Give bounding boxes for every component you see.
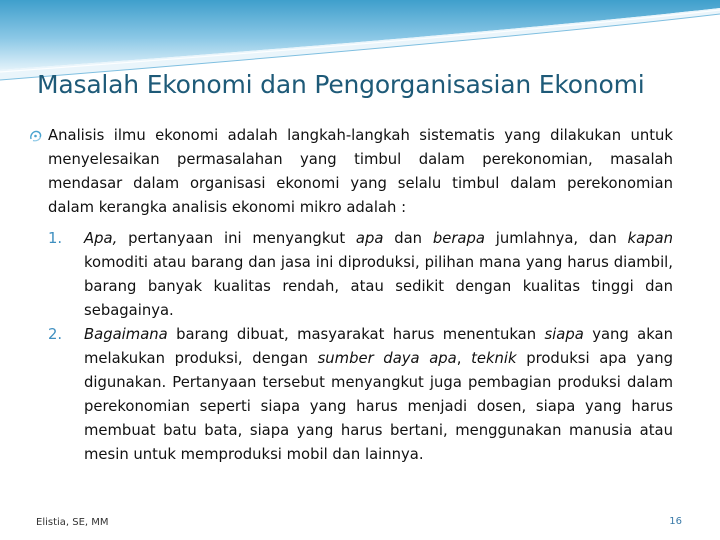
italic-term: Bagaimana [84,326,168,343]
intro-bullet [28,124,673,220]
swirl-bullet-icon [29,129,43,143]
italic-term: berapa [432,230,485,247]
italic-term: Apa, [84,230,118,247]
list-number: 1. [48,230,63,247]
italic-term: kapan [627,230,673,247]
italic-term: teknik [471,350,517,367]
intro-text: Analisis ilmu ekonomi adalah langkah-langkah sistematis yang dilakukan untuk menyelesaikan permasalahan yang timbul dalam perekonomian, masalah mendasar dalam organisasi ekonomi yang selalu timbul dalam perekonomian dalam kerangka analisis ekonomi mikro adalah : [48,127,673,216]
italic-term: siapa [544,326,584,343]
list-text: produksi apa yang digunakan. Pertanyaan tersebut menyangkut juga pembagian produksi dalam perekonomian seperti siapa yang harus menjadi dosen, siapa yang harus membuat batu bata, siapa yang harus bertani, menggunakan manusia atau mesin untuk memproduksi mobil dan lainnya. [84,350,673,463]
footer-author: Elistia, SE, MM [36,517,109,528]
list-text: dan [383,230,433,247]
list-text: yang akan melakukan produksi, dengan [84,326,673,367]
italic-term: apa [355,230,384,247]
italic-term: sumber daya apa [317,350,457,367]
slide-title: Masalah Ekonomi dan Pengorganisasian Ekonomi [37,70,645,99]
list-item [28,323,673,467]
numbered-list [28,227,673,467]
list-text: barang dibuat, masyarakat harus menentukan [167,326,545,343]
list-text: , [456,350,472,367]
list-text: pertanyaan ini menyangkut [117,230,356,247]
list-text: jumlahnya, dan [484,230,628,247]
list-number: 2. [48,326,63,343]
list-text: komoditi atau barang dan jasa ini diproduksi, pilihan mana yang harus diambil, barang banyak kualitas rendah, atau sedikit dengan kualitas tinggi dan sebagainya. [84,254,673,319]
page-number: 16 [669,516,682,527]
list-item [28,227,673,323]
slide-body [28,124,673,467]
